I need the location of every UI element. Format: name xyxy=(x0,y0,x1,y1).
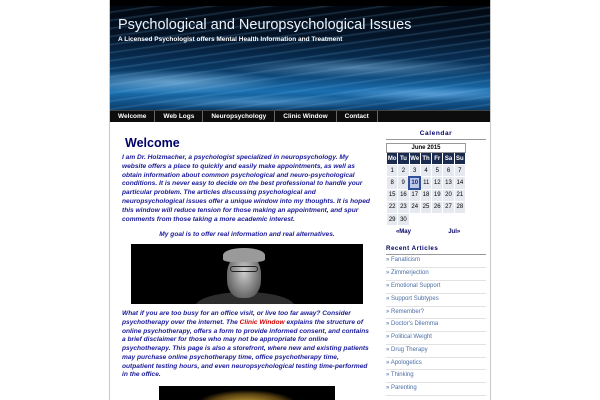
recent-article-link[interactable]: » Thinking xyxy=(386,370,486,383)
calendar-day: 7 xyxy=(454,165,465,177)
calendar-day: 29 xyxy=(387,213,398,225)
day-header: Mo xyxy=(387,153,398,165)
calendar-empty-cell xyxy=(420,213,431,225)
calendar-day: 14 xyxy=(454,177,465,189)
calendar-day: 5 xyxy=(432,165,443,177)
calendar-day: 18 xyxy=(420,189,431,201)
recent-article-link[interactable]: » Support Subtypes xyxy=(386,294,486,307)
nav-welcome[interactable]: Welcome xyxy=(110,111,155,122)
main-nav xyxy=(110,110,490,122)
day-header: Sa xyxy=(443,153,454,165)
recent-article-title[interactable]: Emotional Support xyxy=(391,282,441,289)
recent-articles-heading: Recent Articles xyxy=(386,245,486,255)
site-description: A Licensed Psychologist offers Mental Health Information and Treatment xyxy=(118,36,343,43)
recent-article-title[interactable]: Remember? xyxy=(391,308,425,315)
recent-articles-list xyxy=(386,255,486,396)
calendar-prev-month-link[interactable]: «May xyxy=(387,226,421,238)
calendar-day: 19 xyxy=(432,189,443,201)
recent-article-link[interactable]: » Doctor's Dilemma xyxy=(386,319,486,332)
day-header: Fr xyxy=(432,153,443,165)
recent-article-title[interactable]: Fanaticism xyxy=(391,257,421,264)
recent-article-title[interactable]: Drug Therapy xyxy=(391,346,428,353)
goal-statement: My goal is to offer real information and real alternatives. xyxy=(159,231,335,239)
nav-web-logs[interactable]: Web Logs xyxy=(155,111,203,122)
recent-article-link[interactable]: » Zimmerjection xyxy=(386,268,486,281)
calendar-next-month-link[interactable]: Jul» xyxy=(443,226,466,238)
site-container xyxy=(109,0,491,400)
calendar-day: 4 xyxy=(420,165,431,177)
calendar-heading: Calendar xyxy=(386,130,486,140)
calendar-day: 24 xyxy=(409,201,420,213)
calendar-nav-spacer xyxy=(420,226,443,238)
calendar-day: 23 xyxy=(398,201,409,213)
recent-article-title[interactable]: Political Weight xyxy=(391,334,432,341)
calendar xyxy=(386,143,466,238)
day-header: We xyxy=(409,153,420,165)
site-title[interactable]: Psychological and Neuropsychological Issues xyxy=(118,17,412,33)
recent-article-link[interactable]: » Remember? xyxy=(386,307,486,320)
calendar-day: 15 xyxy=(387,189,398,201)
calendar-day: 12 xyxy=(432,177,443,189)
brain-image xyxy=(159,386,335,400)
page-title: Welcome xyxy=(125,136,180,150)
recent-article-link[interactable]: » Parenting xyxy=(386,383,486,396)
sidebar xyxy=(386,130,486,396)
para2-text-a: What if you are too busy for an office visit, or live too far away? Consider psychotherapy over the internet. The xyxy=(122,310,351,327)
calendar-day: 1 xyxy=(387,165,398,177)
recent-article-link[interactable]: » Apologetics xyxy=(386,358,486,371)
calendar-day: 3 xyxy=(409,165,420,177)
calendar-day: 25 xyxy=(420,201,431,213)
calendar-day: 11 xyxy=(420,177,431,189)
online-therapy-paragraph xyxy=(122,310,372,380)
calendar-day: 28 xyxy=(454,201,465,213)
recent-article-link[interactable]: » Emotional Support xyxy=(386,281,486,294)
main-content xyxy=(110,122,382,400)
day-header: Tu xyxy=(398,153,409,165)
intro-paragraph: I am Dr. Holzmacher, a psychologist specialized in neuropsychology. My website offers a place to quickly and easily make appointments, as well as obtain information about common psychological and neuro-psychological conditions. It is never easy to decide on the best professional to handle your particular problem. The articles discussing psychological and neuropsychological issues offer a unique window into my thoughts. It is hoped this window will reduce tension for those making an appointment, and spur comments from those taking a more academic interest. xyxy=(122,154,370,223)
clinic-window-link[interactable]: Clinic Window xyxy=(239,319,285,327)
nav-neuropsychology[interactable]: Neuropsychology xyxy=(203,111,275,122)
calendar-empty-cell xyxy=(454,213,465,225)
site-header xyxy=(110,6,490,110)
calendar-day: 16 xyxy=(398,189,409,201)
day-header: Su xyxy=(454,153,465,165)
calendar-day: 6 xyxy=(443,165,454,177)
recent-article-title[interactable]: Apologetics xyxy=(390,359,422,366)
calendar-empty-cell xyxy=(409,213,420,225)
calendar-day: 2 xyxy=(398,165,409,177)
photo-glasses xyxy=(230,266,258,272)
calendar-day: 22 xyxy=(387,201,398,213)
recent-article-title[interactable]: Support Subtypes xyxy=(391,295,439,302)
calendar-month: June 2015 xyxy=(387,144,466,153)
calendar-day: 21 xyxy=(454,189,465,201)
recent-article-link[interactable]: » Drug Therapy xyxy=(386,345,486,358)
photo-hair xyxy=(223,248,265,262)
calendar-day: 8 xyxy=(387,177,398,189)
para2-text-b: explains the structure of online psychotherapy, offers a form to provide informed consent, and contains a brief disclaimer for those who may not be appropriate for online psychotherapy. This page is also a storefront, where new and existing patients may purchase online psychotherapy time, office psychotherapy time, outpatient testing hours, and even neuropsychological testing time-performed in the office. xyxy=(122,319,369,379)
calendar-empty-cell xyxy=(432,213,443,225)
recent-article-title[interactable]: Thinking xyxy=(390,372,414,379)
calendar-day: 30 xyxy=(398,213,409,225)
calendar-empty-cell xyxy=(443,213,454,225)
recent-article-title[interactable]: Zimmerjection xyxy=(391,270,429,277)
calendar-day: 26 xyxy=(432,201,443,213)
recent-article-link[interactable]: » Political Weight xyxy=(386,332,486,345)
nav-contact[interactable]: Contact xyxy=(337,111,378,122)
calendar-day: 20 xyxy=(443,189,454,201)
recent-article-title[interactable]: Doctor's Dilemma xyxy=(391,321,439,328)
calendar-day-today[interactable]: 10 xyxy=(409,177,420,189)
calendar-day: 13 xyxy=(443,177,454,189)
day-header: Th xyxy=(420,153,431,165)
recent-article-title[interactable]: Parenting xyxy=(391,385,417,392)
calendar-day: 17 xyxy=(409,189,420,201)
recent-article-link[interactable]: » Fanaticism xyxy=(386,255,486,268)
psychologist-photo xyxy=(131,244,363,304)
calendar-day: 27 xyxy=(443,201,454,213)
calendar-day: 9 xyxy=(398,177,409,189)
nav-clinic-window[interactable]: Clinic Window xyxy=(275,111,336,122)
